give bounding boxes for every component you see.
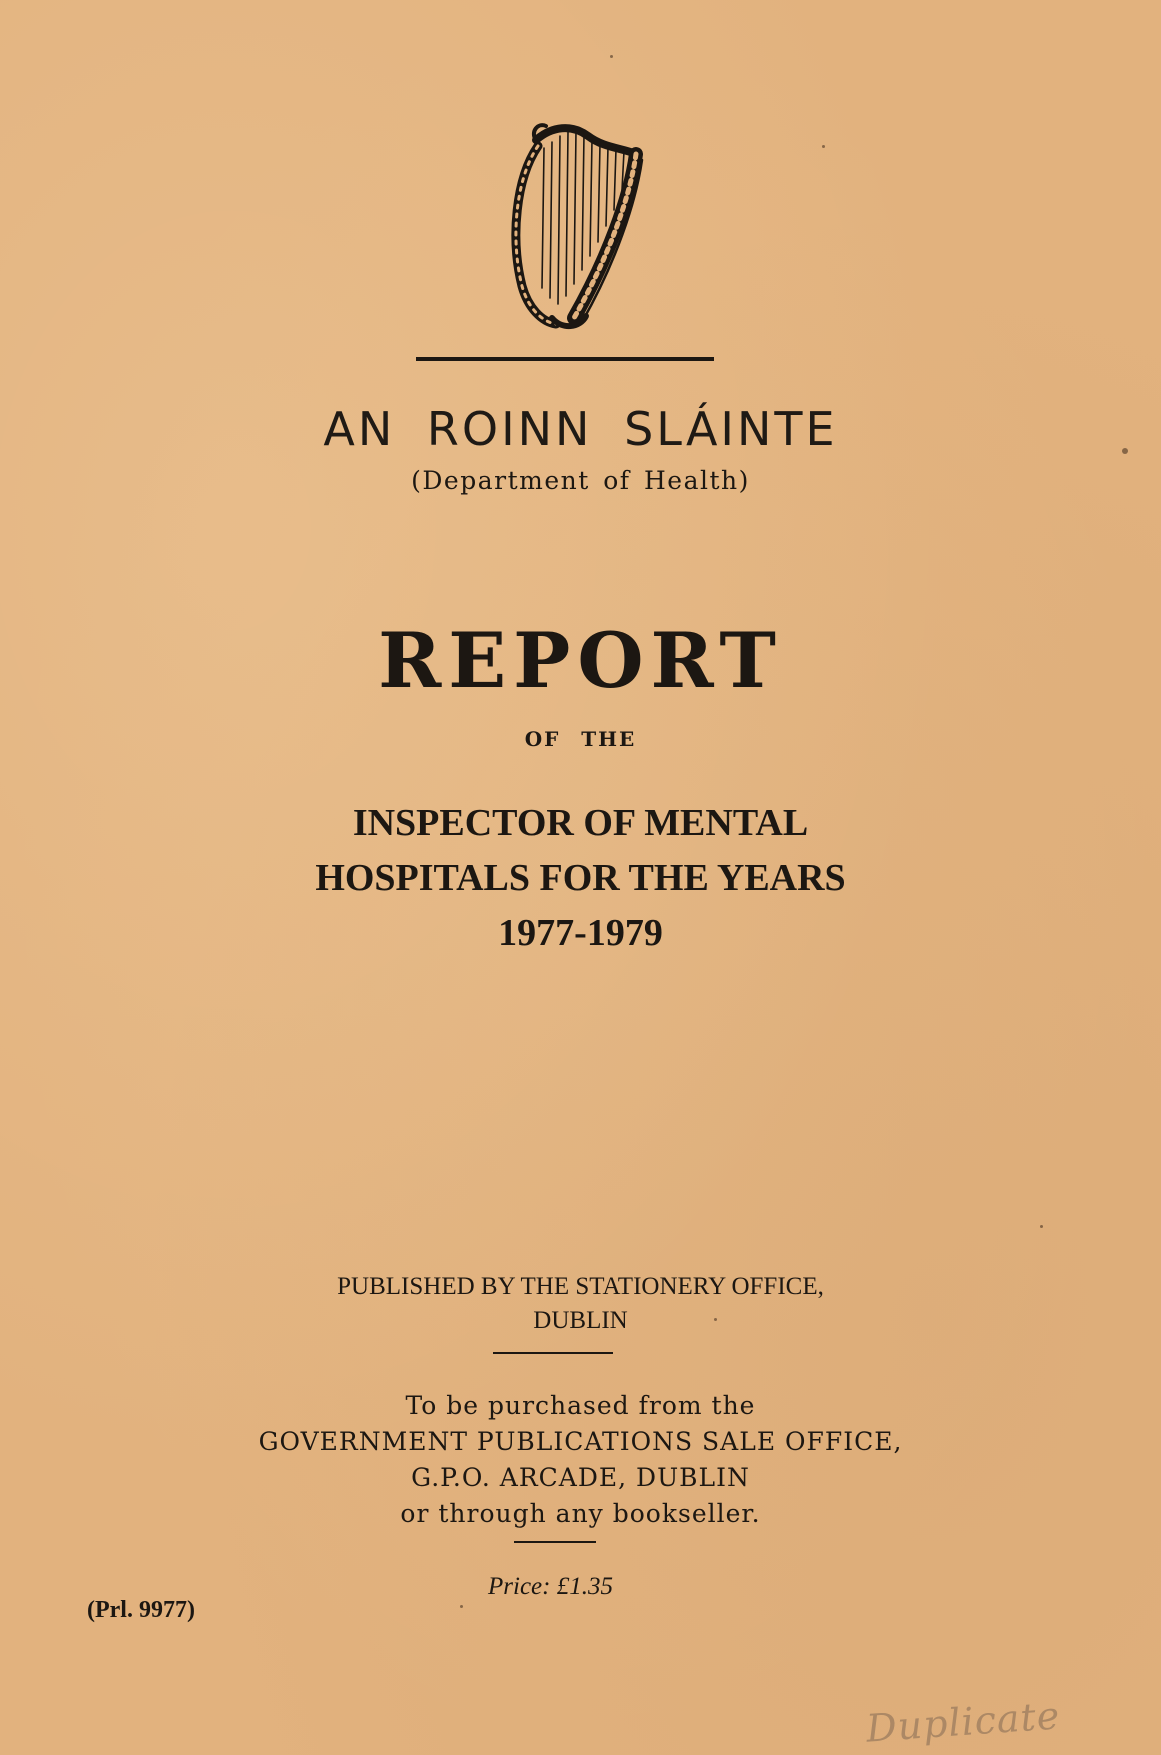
subtitle-line: INSPECTOR OF MENTAL [352, 802, 809, 844]
purchase-line: G.P.O. ARCADE, DUBLIN [411, 1463, 750, 1492]
purchase-line: To be purchased from the [405, 1391, 756, 1420]
paper-speck [460, 1605, 463, 1608]
price-label: Price: £1.35 [488, 1573, 613, 1600]
title-connector: OF THE [524, 727, 637, 751]
header-divider [416, 357, 714, 361]
handwritten-annotation: Duplicate [864, 1693, 1062, 1751]
publisher-city: DUBLIN [533, 1307, 628, 1334]
paper-speck [1122, 448, 1128, 454]
publisher-line: PUBLISHED BY THE STATIONERY OFFICE, [337, 1273, 824, 1300]
paper-speck [822, 145, 825, 148]
purchase-info [0, 1388, 1161, 1532]
paper-speck [610, 55, 613, 58]
department-english-name: (Department of Health) [411, 466, 750, 495]
purchase-line: or through any bookseller. [400, 1499, 761, 1528]
purchase-line: GOVERNMENT PUBLICATIONS SALE OFFICE, [258, 1427, 903, 1456]
subtitle-years: 1977-1979 [498, 912, 663, 954]
report-title: REPORT [378, 616, 783, 705]
publisher-divider [493, 1352, 613, 1354]
subtitle-line: HOSPITALS FOR THE YEARS [315, 857, 846, 899]
harp-icon [500, 118, 650, 330]
department-irish-name: AN ROINN SLÁINTE [323, 402, 838, 456]
purchase-divider [514, 1541, 596, 1543]
paper-speck [714, 1318, 717, 1321]
paper-speck [1040, 1225, 1043, 1228]
publication-reference: (Prl. 9977) [87, 1597, 195, 1623]
report-subtitle [0, 796, 1161, 961]
publisher-block [0, 1270, 1161, 1338]
